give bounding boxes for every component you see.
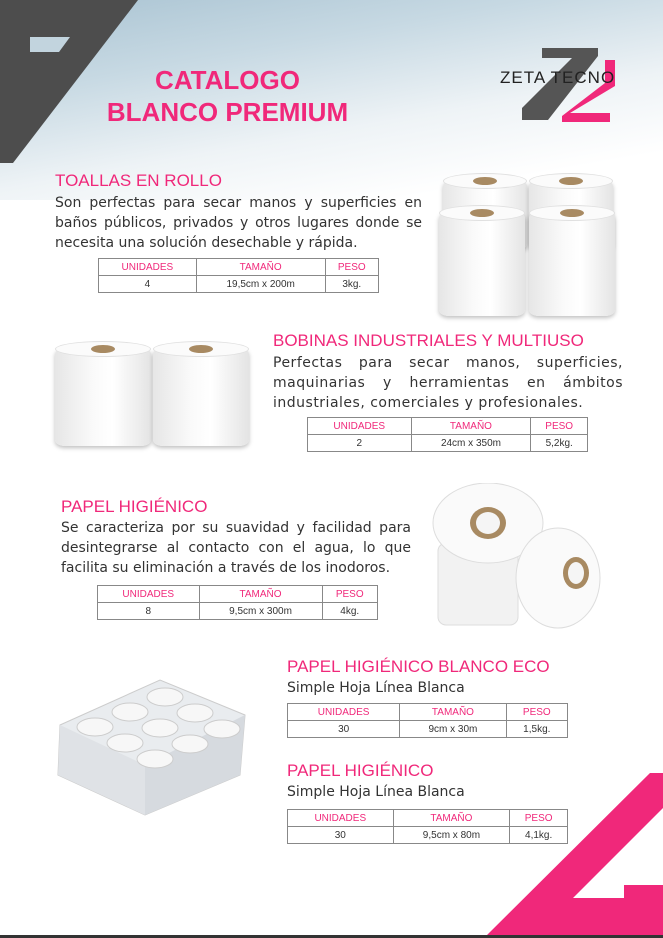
weight-value: 5,2kg. (531, 435, 588, 452)
header-units: UNIDADES (288, 810, 394, 827)
product-specs-table (98, 258, 379, 293)
header-weight: PESO (510, 810, 568, 827)
product-specs-table (287, 809, 568, 844)
toilet-paper-jumbo-image (428, 483, 612, 629)
catalog-title-line2: BLANCO PREMIUM (106, 97, 349, 127)
towel-rolls-image (437, 172, 617, 318)
product-title: PAPEL HIGIÉNICO (287, 761, 434, 780)
catalog-title-line1: CATALOGO (155, 65, 300, 95)
header-size: TAMAÑO (400, 704, 506, 721)
header-size: TAMAÑO (196, 259, 325, 276)
size-value: 9,5cm x 80m (393, 827, 510, 844)
product-specs-table (307, 417, 588, 452)
product-subtitle: Simple Hoja Línea Blanca (287, 784, 465, 800)
size-value: 24cm x 350m (411, 435, 531, 452)
units-value: 30 (288, 721, 400, 738)
product-description: Se caracteriza por su suavidad y facilidad para desintegrarse al contacto con el agua, lo que facilita su eliminación a través de los inodoros. (61, 520, 411, 576)
header-weight: PESO (506, 704, 567, 721)
weight-value: 3kg. (325, 276, 378, 293)
gray-seven-shape (0, 0, 138, 163)
units-value: 4 (99, 276, 197, 293)
product-title: PAPEL HIGIÉNICO (61, 497, 208, 516)
weight-value: 4,1kg. (510, 827, 568, 844)
header-weight: PESO (531, 418, 588, 435)
units-value: 30 (288, 827, 394, 844)
header-size: TAMAÑO (199, 586, 322, 603)
product-specs-table (287, 703, 568, 738)
product-description: Son perfectas para secar manos y superficies en baños públicos, privados y otros lugares donde se necesita una solución desechable y rápida. (55, 195, 422, 251)
size-value: 9,5cm x 300m (199, 603, 322, 620)
pink-corner-shape (487, 773, 663, 938)
product-title: BOBINAS INDUSTRIALES Y MULTIUSO (273, 331, 584, 350)
header-units: UNIDADES (99, 259, 197, 276)
toilet-paper-pack-image (50, 665, 250, 820)
product-title: TOALLAS EN ROLLO (55, 171, 222, 190)
zeta-tecno-logo (500, 38, 645, 123)
logo-text: ZETA TECNO (500, 68, 616, 87)
header-size: TAMAÑO (411, 418, 531, 435)
industrial-rolls-image (53, 340, 250, 450)
product-description: Perfectas para secar manos, superficies, maquinarias y herramientas en ámbitos industriales, comerciales y profesionales. (273, 355, 623, 411)
header-weight: PESO (325, 259, 378, 276)
header-units: UNIDADES (98, 586, 200, 603)
product-subtitle: Simple Hoja Línea Blanca (287, 680, 465, 696)
product-title: PAPEL HIGIÉNICO BLANCO ECO (287, 657, 550, 676)
size-value: 19,5cm x 200m (196, 276, 325, 293)
header-units: UNIDADES (308, 418, 412, 435)
weight-value: 1,5kg. (506, 721, 567, 738)
header-units: UNIDADES (288, 704, 400, 721)
weight-value: 4kg. (322, 603, 378, 620)
size-value: 9cm x 30m (400, 721, 506, 738)
header-size: TAMAÑO (393, 810, 510, 827)
product-specs-table (97, 585, 378, 620)
units-value: 8 (98, 603, 200, 620)
header-weight: PESO (322, 586, 378, 603)
units-value: 2 (308, 435, 412, 452)
